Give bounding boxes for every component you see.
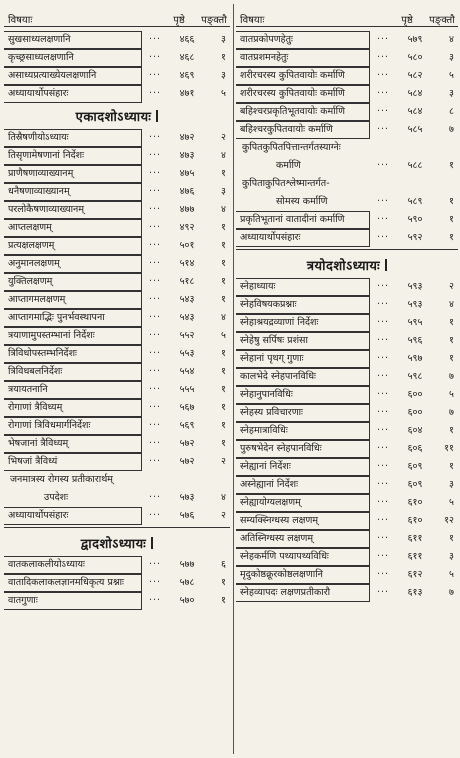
entry-title: अध्यायार्थोपसंहारः bbox=[236, 229, 370, 247]
entry-title: पुरुषभेदेन स्नेहपानविधिः bbox=[236, 440, 370, 458]
entry-line: ६ bbox=[221, 559, 226, 571]
entry-page: ५४३ bbox=[179, 312, 195, 324]
entry-line: १ bbox=[221, 420, 226, 432]
list-item bbox=[236, 49, 458, 67]
leader-dots: ··· bbox=[148, 577, 162, 589]
entry-line: १ bbox=[449, 317, 454, 329]
entry-line: ५ bbox=[449, 389, 454, 401]
entry-line: ४ bbox=[221, 150, 226, 162]
entry-line: ३ bbox=[449, 479, 454, 491]
entry-title: कालभेदे स्नेहपानविधिः bbox=[236, 368, 370, 386]
leader-dots: ··· bbox=[376, 70, 390, 82]
entry-line: ३ bbox=[449, 551, 454, 563]
entry-title: अस्नेह्यानां निर्देशः bbox=[236, 476, 370, 494]
leader-dots: ··· bbox=[376, 371, 390, 383]
entry-line: ३ bbox=[221, 186, 226, 198]
entry-page: ६११ bbox=[407, 533, 423, 545]
entry-line: १ bbox=[221, 348, 226, 360]
leader-dots: ··· bbox=[148, 240, 162, 252]
leader-dots: ··· bbox=[148, 186, 162, 198]
entry-line: १ bbox=[449, 335, 454, 347]
list-item bbox=[236, 314, 458, 332]
entry-page: ६०६ bbox=[407, 443, 423, 455]
entry-page: ५८४ bbox=[407, 88, 423, 100]
entry-title: शरीरचरस्य कुपितवायोः कर्माणि bbox=[236, 67, 370, 85]
list-item bbox=[4, 363, 230, 381]
entry-line: ७ bbox=[449, 407, 454, 419]
entry-line: १ bbox=[221, 438, 226, 450]
list-item bbox=[4, 237, 230, 255]
entry-title: रोगाणां त्रैविध्यम् bbox=[4, 399, 142, 417]
leader-dots: ··· bbox=[376, 52, 390, 64]
leader-dots: ··· bbox=[376, 569, 390, 581]
entry-title: त्रयाणामुपस्तम्भानां निर्देशः bbox=[4, 327, 142, 345]
entry-line: १ bbox=[449, 214, 454, 226]
entry-page: ५०१ bbox=[179, 240, 195, 252]
entry-title: अतिस्निग्धस्य लक्षणम् bbox=[236, 530, 370, 548]
entry-page: ६०९ bbox=[407, 479, 423, 491]
leader-dots: ··· bbox=[376, 407, 390, 419]
entry-line: ५ bbox=[449, 497, 454, 509]
entry-title: सुखसाध्यलक्षणानि bbox=[4, 31, 142, 49]
entry-page: ५९३ bbox=[407, 281, 423, 293]
entry-line: २ bbox=[449, 281, 454, 293]
entry-page: ५७७ bbox=[179, 559, 195, 571]
header-line-label: पङ्क्तौ bbox=[429, 15, 455, 26]
entry-line: ७ bbox=[449, 124, 454, 136]
leader-dots: ··· bbox=[148, 438, 162, 450]
entry-title: प्रत्यक्षलक्षणम् bbox=[4, 237, 142, 255]
list-item bbox=[4, 147, 230, 165]
entry-title: शरीरचरस्य कुपितवायोः कर्माणि bbox=[236, 85, 370, 103]
entry-page: ४७६ bbox=[179, 186, 195, 198]
list-item bbox=[4, 165, 230, 183]
entry-page: ५९२ bbox=[407, 232, 423, 244]
chapter-13-entries bbox=[236, 278, 458, 602]
entry-line: ४ bbox=[221, 312, 226, 324]
leader-dots: ··· bbox=[148, 204, 162, 216]
entry-page: ४६९ bbox=[179, 70, 195, 82]
entry-line: १ bbox=[449, 461, 454, 473]
entry-line: १२ bbox=[444, 515, 454, 527]
entry-page: ५९६ bbox=[407, 335, 423, 347]
entry-title: परलोकैषणाव्याख्यानम् bbox=[4, 201, 142, 219]
entry-title: स्नेहव्यापदः लक्षणप्रतीकारौ bbox=[236, 584, 370, 602]
leader-dots: ··· bbox=[376, 497, 390, 509]
entry-title: अनुमानलक्षणम् bbox=[4, 255, 142, 273]
entry-line: १ bbox=[221, 577, 226, 589]
entry-page: ५८२ bbox=[407, 70, 423, 82]
entry-title: प्रकृतिभूतानां वातादीनां कर्माणि bbox=[236, 211, 370, 229]
leader-dots: ··· bbox=[376, 533, 390, 545]
list-item bbox=[236, 278, 458, 296]
entry-line: ४ bbox=[449, 299, 454, 311]
entry-page: ५५२ bbox=[179, 330, 195, 342]
list-item bbox=[4, 399, 230, 417]
leader-dots: ··· bbox=[376, 335, 390, 347]
entry-line: १ bbox=[449, 353, 454, 365]
list-item bbox=[236, 512, 458, 530]
entry-title: वातप्रशमनहेतुः bbox=[236, 49, 370, 67]
entry-title: त्रयायतनानि bbox=[4, 381, 142, 399]
list-item bbox=[236, 404, 458, 422]
entry-page: ६१३ bbox=[407, 587, 423, 599]
entry-line: ११ bbox=[444, 443, 454, 455]
entry-title: भेषजानां त्रैविध्यम् bbox=[4, 435, 142, 453]
entry-line: १ bbox=[221, 52, 226, 64]
entry-title: मृदुकोष्ठक्रूरकोष्ठलक्षणानि bbox=[236, 566, 370, 584]
entry-title: आप्तागमाद्भिः पुनर्भवस्थापना bbox=[4, 309, 142, 327]
entry-title: स्नेहानुपानविधिः bbox=[236, 386, 370, 404]
entry-page: ५७२ bbox=[179, 438, 195, 450]
entry-title: असाध्यप्रत्याख्येयलक्षणानि bbox=[4, 67, 142, 85]
entry-page: ४९२ bbox=[179, 222, 195, 234]
left-top-entries bbox=[4, 31, 230, 103]
list-item bbox=[4, 381, 230, 399]
right-column bbox=[236, 4, 458, 602]
entry-line: १ bbox=[221, 240, 226, 252]
leader-dots: ··· bbox=[148, 384, 162, 396]
entry-title: धनैषणाव्याख्यानम् bbox=[4, 183, 142, 201]
entry-line: ३ bbox=[449, 88, 454, 100]
entry-page: ५५५ bbox=[179, 384, 195, 396]
list-item-multiline: जनमात्रस्य रोगस्य प्रतीकारार्थम् उपदेशः ··· ५७३ ४ bbox=[10, 474, 226, 504]
list-item bbox=[236, 584, 458, 602]
entry-page: ४७५ bbox=[179, 168, 195, 180]
entry-title: तिस्रैषणीयोऽध्यायः bbox=[4, 129, 142, 147]
entry-page: ५६७ bbox=[179, 402, 195, 414]
column-divider bbox=[233, 4, 234, 754]
list-item bbox=[4, 309, 230, 327]
chapter-12-entries bbox=[4, 556, 230, 610]
list-item bbox=[236, 386, 458, 404]
entry-line: ४ bbox=[449, 34, 454, 46]
entry-line: १ bbox=[221, 595, 226, 607]
left-column bbox=[4, 4, 230, 610]
list-item bbox=[236, 440, 458, 458]
entry-page: ५७८ bbox=[179, 577, 195, 589]
list-item-multiline: कुपिताकुपितश्लेष्मान्तर्गत- सोमस्य कर्माणि ··· ५८९ १ bbox=[242, 178, 454, 208]
entry-page: ५९८ bbox=[407, 371, 423, 383]
entry-title: आप्तलक्षणम् bbox=[4, 219, 142, 237]
entry-page: ५७० bbox=[179, 595, 195, 607]
entry-title: स्नेहविषयकप्रश्नाः bbox=[236, 296, 370, 314]
leader-dots: ··· bbox=[148, 595, 162, 607]
entry-title: स्नेहकर्मणि पथ्यापथ्यविधिः bbox=[236, 548, 370, 566]
entry-line: २ bbox=[221, 456, 226, 468]
entry-title: स्नेहेषु सर्पिषः प्रशंसा bbox=[236, 332, 370, 350]
list-item bbox=[4, 327, 230, 345]
entry-title: स्नेह्यायोग्यलक्षणम् bbox=[236, 494, 370, 512]
list-item bbox=[236, 566, 458, 584]
list-item bbox=[4, 219, 230, 237]
right-column-header bbox=[236, 4, 458, 27]
entry-page: ६१० bbox=[407, 497, 423, 509]
entry-line: १ bbox=[221, 222, 226, 234]
entry-title: वातकलाकलीयोऽध्यायः bbox=[4, 556, 142, 574]
leader-dots: ··· bbox=[148, 456, 162, 468]
list-item bbox=[236, 458, 458, 476]
entry-title: वातादिकलाकलज्ञानमधिकृत्य प्रश्नाः bbox=[4, 574, 142, 592]
entry-line: १ bbox=[221, 168, 226, 180]
entry-line: ३ bbox=[221, 70, 226, 82]
header-line-label: पङ्क्तौ bbox=[201, 15, 227, 26]
leader-dots: ··· bbox=[148, 402, 162, 414]
entry-page: ५५३ bbox=[179, 348, 195, 360]
chapter-11-entries bbox=[4, 129, 230, 471]
leader-dots: ··· bbox=[376, 124, 390, 136]
leader-dots: ··· bbox=[148, 150, 162, 162]
entry-title: स्नेहाश्रयद्रव्याणां निर्देशः bbox=[236, 314, 370, 332]
entry-title: स्नेहमात्राविधिः bbox=[236, 422, 370, 440]
entry-line: ३ bbox=[449, 52, 454, 64]
list-item bbox=[236, 31, 458, 49]
leader-dots: ··· bbox=[148, 258, 162, 270]
entry-title: वातप्रकोपणहेतुः bbox=[236, 31, 370, 49]
list-item bbox=[236, 103, 458, 121]
list-item bbox=[4, 255, 230, 273]
entry-title: प्राणैषणाव्याख्यानम् bbox=[4, 165, 142, 183]
entry-page: ४७३ bbox=[179, 150, 195, 162]
list-item bbox=[4, 435, 230, 453]
list-item bbox=[4, 417, 230, 435]
entry-page: ५९३ bbox=[407, 299, 423, 311]
leader-dots: ··· bbox=[376, 214, 390, 226]
entry-page: ४७१ bbox=[179, 88, 195, 100]
leader-dots: ··· bbox=[148, 222, 162, 234]
entry-page: ४७७ bbox=[179, 204, 195, 216]
entry-line: १ bbox=[449, 232, 454, 244]
leader-dots: ··· bbox=[376, 479, 390, 491]
chapter-heading-11: एकादशोऽध्यायः bbox=[4, 103, 230, 129]
header-page-label: पृष्ठे bbox=[401, 15, 413, 26]
header-page-label: पृष्ठे bbox=[173, 15, 185, 26]
list-item bbox=[4, 49, 230, 67]
entry-line: ७ bbox=[449, 587, 454, 599]
leader-dots: ··· bbox=[376, 299, 390, 311]
chapter-heading-12: द्वादशोऽध्यायः bbox=[4, 530, 230, 556]
entry-line: १ bbox=[221, 402, 226, 414]
list-item bbox=[4, 345, 230, 363]
entry-title: त्रिविधोपस्तम्भनिर्देशः bbox=[4, 345, 142, 363]
list-item bbox=[4, 453, 230, 471]
leader-dots: ··· bbox=[148, 312, 162, 324]
list-item bbox=[236, 530, 458, 548]
entry-page: ६१२ bbox=[407, 569, 423, 581]
entry-line: ५ bbox=[221, 330, 226, 342]
right-mid-entries bbox=[236, 211, 458, 247]
entry-page: ५९७ bbox=[407, 353, 423, 365]
leader-dots: ··· bbox=[148, 559, 162, 571]
list-item bbox=[4, 556, 230, 574]
list-item bbox=[236, 85, 458, 103]
entry-page: ५७२ bbox=[179, 456, 195, 468]
entry-page: ५८० bbox=[407, 52, 423, 64]
entry-page: ६१० bbox=[407, 515, 423, 527]
list-item bbox=[236, 548, 458, 566]
leader-dots: ··· bbox=[148, 34, 162, 46]
leader-dots: ··· bbox=[148, 294, 162, 306]
list-item bbox=[4, 183, 230, 201]
entry-line: १ bbox=[221, 276, 226, 288]
entry-page: ५८५ bbox=[407, 124, 423, 136]
list-item bbox=[236, 211, 458, 229]
leader-dots: ··· bbox=[376, 34, 390, 46]
entry-page: ५१८ bbox=[179, 276, 195, 288]
list-item bbox=[236, 422, 458, 440]
entry-line: १ bbox=[221, 258, 226, 270]
list-item bbox=[4, 129, 230, 147]
entry-page: ४६६ bbox=[179, 34, 195, 46]
entry-line: ८ bbox=[449, 106, 454, 118]
entry-page: ४७२ bbox=[179, 132, 195, 144]
entry-page: ५१४ bbox=[179, 258, 195, 270]
entry-title: रोगाणां त्रिविधमार्गनिर्देशः bbox=[4, 417, 142, 435]
header-title-label: विषयाः bbox=[8, 15, 33, 26]
entry-page: ६०९ bbox=[407, 461, 423, 473]
leader-dots: ··· bbox=[376, 461, 390, 473]
entry-title: स्नेहाध्यायः bbox=[236, 278, 370, 296]
leader-dots: ··· bbox=[376, 425, 390, 437]
list-item bbox=[236, 368, 458, 386]
entry-title: स्नेह्यानां निर्देशः bbox=[236, 458, 370, 476]
leader-dots: ··· bbox=[376, 515, 390, 527]
entry-line: १ bbox=[221, 366, 226, 378]
entry-title: युक्तिलक्षणम् bbox=[4, 273, 142, 291]
entry-title: स्नेहस्य प्रविचारणाः bbox=[236, 404, 370, 422]
entry-page: ५९५ bbox=[407, 317, 423, 329]
list-item bbox=[4, 273, 230, 291]
entry-line: १ bbox=[449, 425, 454, 437]
entry-title: त्रिविधबलनिर्देशः bbox=[4, 363, 142, 381]
leader-dots: ··· bbox=[148, 330, 162, 342]
leader-dots: ··· bbox=[148, 88, 162, 100]
chapter-heading-13: त्रयोदशोऽध्यायः bbox=[236, 252, 458, 278]
list-item bbox=[236, 350, 458, 368]
list-item: अध्यायार्थोपसंहारः ··· ५७६ २ bbox=[4, 507, 230, 525]
entry-page: ५९० bbox=[407, 214, 423, 226]
left-column-header bbox=[4, 4, 230, 27]
list-item bbox=[4, 592, 230, 610]
leader-dots: ··· bbox=[376, 281, 390, 293]
list-item bbox=[236, 121, 458, 139]
entry-title: अध्यायार्थोपसंहारः bbox=[4, 85, 142, 103]
leader-dots: ··· bbox=[376, 389, 390, 401]
leader-dots: ··· bbox=[376, 587, 390, 599]
entry-title: बहिश्चरकुपितवायोः कर्माणि bbox=[236, 121, 370, 139]
entry-line: ५ bbox=[221, 88, 226, 100]
entry-page: ५४३ bbox=[179, 294, 195, 306]
entry-page: ४६८ bbox=[179, 52, 195, 64]
entry-title: बहिश्चरप्रकृतिभूतवायोः कर्माणि bbox=[236, 103, 370, 121]
entry-title: भिषजां त्रैविध्यं bbox=[4, 453, 142, 471]
list-item bbox=[236, 494, 458, 512]
entry-page: ६०० bbox=[407, 407, 423, 419]
leader-dots: ··· bbox=[148, 276, 162, 288]
leader-dots: ··· bbox=[148, 168, 162, 180]
entry-line: १ bbox=[221, 384, 226, 396]
entry-line: ७ bbox=[449, 371, 454, 383]
leader-dots: ··· bbox=[376, 317, 390, 329]
entry-page: ६०० bbox=[407, 389, 423, 401]
entry-page: ५७९ bbox=[407, 34, 423, 46]
leader-dots: ··· bbox=[148, 132, 162, 144]
leader-dots: ··· bbox=[148, 70, 162, 82]
leader-dots: ··· bbox=[376, 353, 390, 365]
entry-title: कृच्छ्रसाध्यलक्षणानि bbox=[4, 49, 142, 67]
entry-line: ४ bbox=[221, 204, 226, 216]
header-title-label: विषयाः bbox=[240, 15, 265, 26]
list-item bbox=[236, 67, 458, 85]
leader-dots: ··· bbox=[376, 443, 390, 455]
entry-line: २ bbox=[221, 132, 226, 144]
entry-page: ५६९ bbox=[179, 420, 195, 432]
list-item bbox=[4, 67, 230, 85]
leader-dots: ··· bbox=[376, 551, 390, 563]
list-item bbox=[236, 229, 458, 247]
list-item bbox=[4, 201, 230, 219]
leader-dots: ··· bbox=[148, 366, 162, 378]
entry-title: सम्यक्स्निग्धस्य लक्षणम् bbox=[236, 512, 370, 530]
entry-line: ५ bbox=[449, 569, 454, 581]
entry-line: ५ bbox=[449, 70, 454, 82]
entry-page: ५५४ bbox=[179, 366, 195, 378]
leader-dots: ··· bbox=[376, 106, 390, 118]
entry-page: ६०४ bbox=[407, 425, 423, 437]
entry-line: ३ bbox=[221, 34, 226, 46]
list-item bbox=[4, 291, 230, 309]
entry-line: १ bbox=[449, 533, 454, 545]
list-item bbox=[4, 85, 230, 103]
entry-page: ६११ bbox=[407, 551, 423, 563]
entry-title: वातगुणाः bbox=[4, 592, 142, 610]
right-top-entries bbox=[236, 31, 458, 139]
list-item bbox=[236, 332, 458, 350]
leader-dots: ··· bbox=[376, 88, 390, 100]
list-item bbox=[4, 31, 230, 49]
leader-dots: ··· bbox=[148, 348, 162, 360]
list-item bbox=[236, 476, 458, 494]
list-item bbox=[4, 574, 230, 592]
list-item-multiline: कुपितकुपितपित्तान्तर्गतस्याग्नेः कर्माणि ··· ५८८ १ bbox=[242, 142, 454, 172]
leader-dots: ··· bbox=[376, 232, 390, 244]
entry-page: ५८४ bbox=[407, 106, 423, 118]
entry-title: स्नेहानां पृथग् गुणाः bbox=[236, 350, 370, 368]
leader-dots: ··· bbox=[148, 420, 162, 432]
entry-title: आप्तागमलक्षणम् bbox=[4, 291, 142, 309]
leader-dots: ··· bbox=[148, 52, 162, 64]
list-item bbox=[236, 296, 458, 314]
entry-line: १ bbox=[221, 294, 226, 306]
entry-title: तिसृणामेषणानां निर्देशः bbox=[4, 147, 142, 165]
